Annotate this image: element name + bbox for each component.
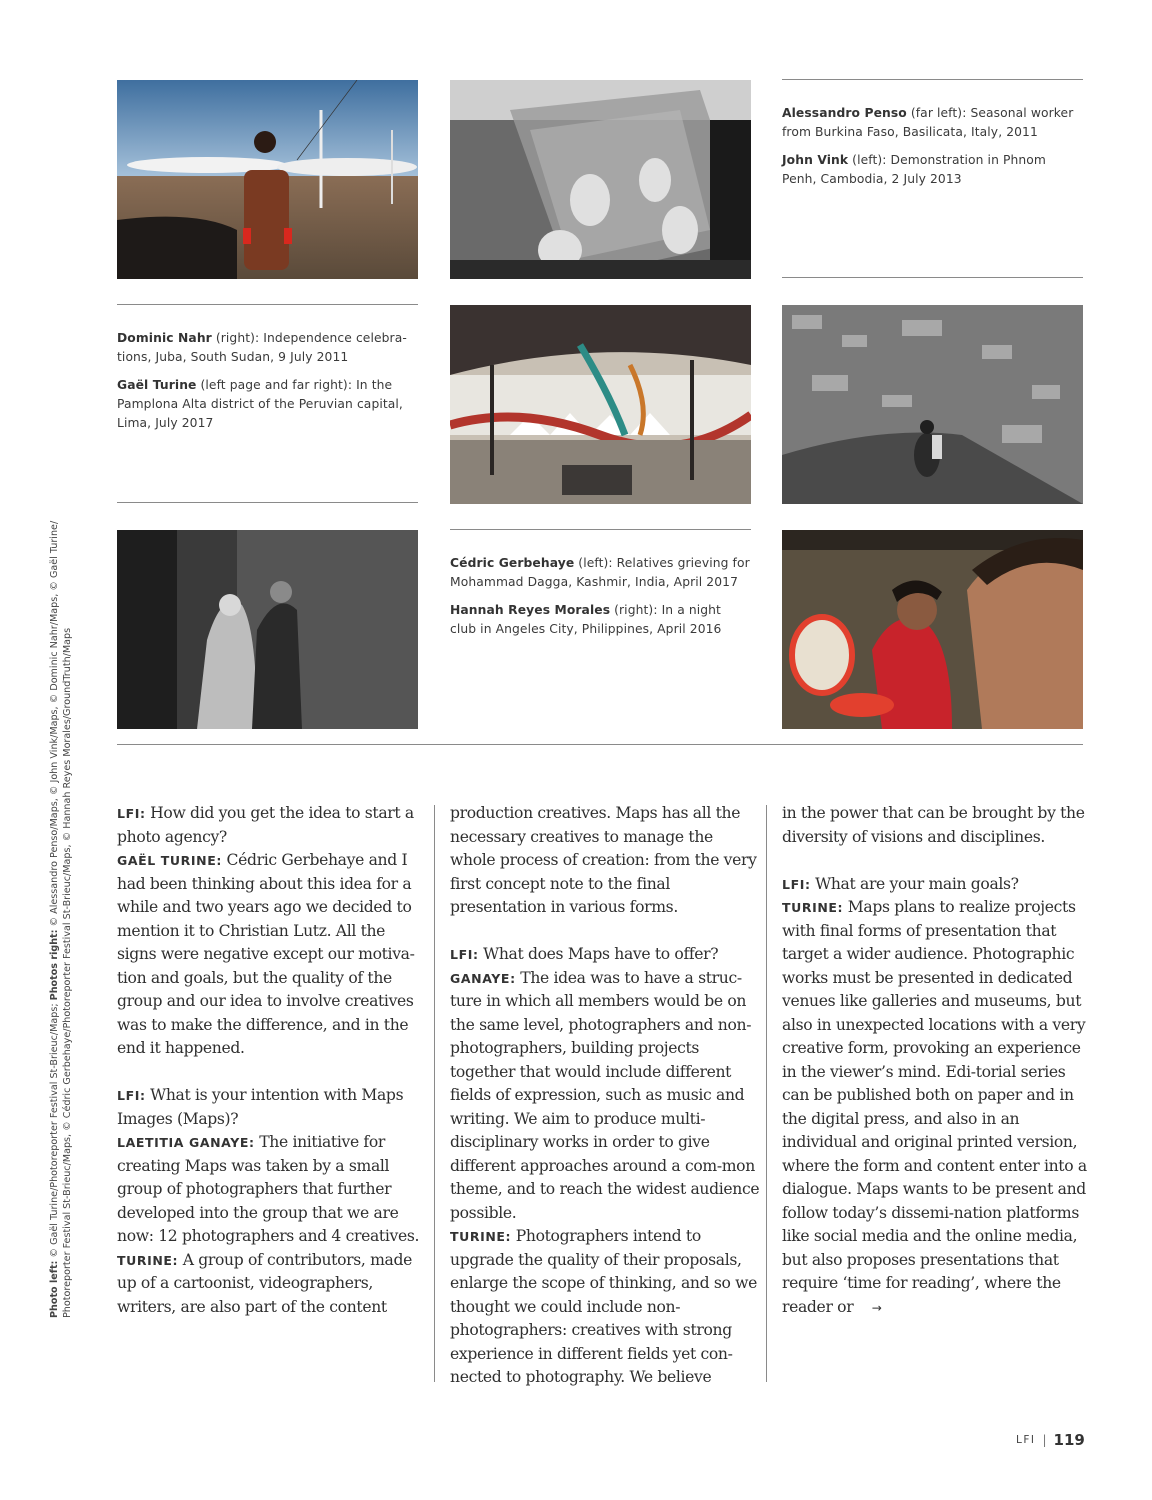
article-column-3 — [782, 802, 1092, 1320]
answer: TURINE: Maps plans to realize projects with final forms of presentation that target a wider audience. Photographic works must be presented in dedicated venues like galleries and museums, but also in unexpected locations with a very creative form, provoking an experience in the viewer’s mind. Edi-torial series can be published both on paper and in the digital press, and also in an individual and original printed version, where the form and content enter into a dialogue. Maps wants to be present and follow today’s dissemi-nation platforms like social media and the online media, but also proposes presentations that require ‘time for reading’, where the reader or → — [782, 898, 1087, 1316]
answer: LAETITIA GANAYE: The initiative for creating Maps was taken by a small group of photographers that further developed into the group that we are now: 12 photographers and 4 creatives. — [117, 1133, 420, 1245]
photo-gerbehaye-grieving — [117, 530, 418, 729]
rule-caption-top-right-bottom — [782, 277, 1083, 278]
answer: TURINE: Photographers intend to upgrade the quality of their proposals, enlarge the scope of thinking, and so we thought we could include non-photographers: creatives with strong experience in different fields yet con-nected to photography. We believe — [450, 1227, 757, 1386]
photo-credits-line-1: Photo left: © Gaël Turine/Photoreporter Festival St-Brieuc/Maps; Photos right: © Alessandro Penso/Maps, © John Vink/Maps, © Dominic Nahr/Maps, © Gaël Turine/ — [49, 520, 60, 1318]
caption-morales: Hannah Reyes Morales (right): In a night club in Angeles City, Philippines, April 2016 — [450, 603, 722, 636]
column-divider-2 — [766, 805, 767, 1382]
article-column-1 — [117, 802, 427, 1319]
column-divider-1 — [434, 805, 435, 1382]
page-number: 119 — [1053, 1431, 1085, 1449]
continue-arrow-icon: → — [871, 1300, 882, 1315]
photo-morales-night-club — [782, 530, 1083, 729]
question: LFI: What does Maps have to offer? — [450, 945, 719, 963]
question: LFI: What is your intention with Maps Images (Maps)? — [117, 1086, 404, 1128]
caption-block-top-right — [782, 104, 1082, 198]
article-column-2 — [450, 802, 760, 1390]
photo-penso-seasonal-worker — [117, 80, 418, 279]
caption-vink: John Vink (left): Demonstration in Phnom Penh, Cambodia, 2 July 2013 — [782, 153, 1046, 186]
answer: GAËL TURINE: Cédric Gerbehaye and I had been thinking about this idea for a while and two years ago we decided to mention it to Christian Lutz. All the signs were negative except our motiva-tion and goals, but the quality of the group and our idea to involve creatives was to make the difference, and in the end it happened. — [117, 851, 415, 1057]
caption-turine: Gaël Turine (left page and far right): In the Pamplona Alta district of the Peruvian capital, Lima, July 2017 — [117, 378, 403, 430]
rule-top-right — [782, 79, 1083, 80]
caption-nahr: Dominic Nahr (right): Independence celebra-tions, Juba, South Sudan, 9 July 2011 — [117, 331, 407, 364]
caption-gerbehaye: Cédric Gerbehaye (left): Relatives grieving for Mohammad Dagga, Kashmir, India, April 2017 — [450, 556, 750, 589]
rule-caption-middle-left-bottom — [117, 502, 418, 503]
photo-credits-line-2: Photoreporter Festival St-Brieuc/Maps, © Cédric Gerbehaye/Photoreporter Festival St-Brieuc/Maps, © Hannah Reyes Morales/GroundTruth/Maps — [62, 627, 73, 1318]
rule-caption-bottom-middle-top — [450, 529, 751, 530]
photo-credits — [48, 478, 74, 1318]
photo-vink-demonstration — [450, 80, 751, 279]
question: LFI: What are your main goals? — [782, 874, 1019, 893]
answer: GANAYE: The idea was to have a struc-ture in which all members would be on the same level, photographers and non-photographers, building projects together that would include different fields of expression, such as music and writing. We aim to produce multi-disciplinary works in order to give different approaches around a com-mon theme, and to reach the widest audience possible. — [450, 968, 760, 1222]
magazine-name: LFI — [1016, 1434, 1036, 1446]
caption-block-bottom-middle — [450, 554, 750, 648]
folio-separator: | — [1042, 1433, 1047, 1447]
photo-turine-lima-hillside — [782, 305, 1083, 504]
caption-penso: Alessandro Penso (far left): Seasonal worker from Burkina Faso, Basilicata, Italy, 2011 — [782, 106, 1074, 139]
answer: TURINE: A group of contributors, made up of a cartoonist, videographers, writers, are also part of the content — [117, 1250, 412, 1316]
question: LFI: How did you get the idea to start a photo agency? — [117, 804, 414, 846]
photo-nahr-independence — [450, 305, 751, 504]
rule-article-top — [117, 744, 1083, 745]
caption-block-middle-left — [117, 329, 412, 442]
page-folio — [1016, 1430, 1085, 1449]
rule-caption-middle-left-top — [117, 304, 418, 305]
answer-continued: in the power that can be brought by the diversity of visions and disciplines. — [782, 804, 1085, 846]
answer-continued: production creatives. Maps has all the necessary creatives to manage the whole process of creation: from the very first concept note to the final presentation in various forms. — [450, 804, 757, 916]
